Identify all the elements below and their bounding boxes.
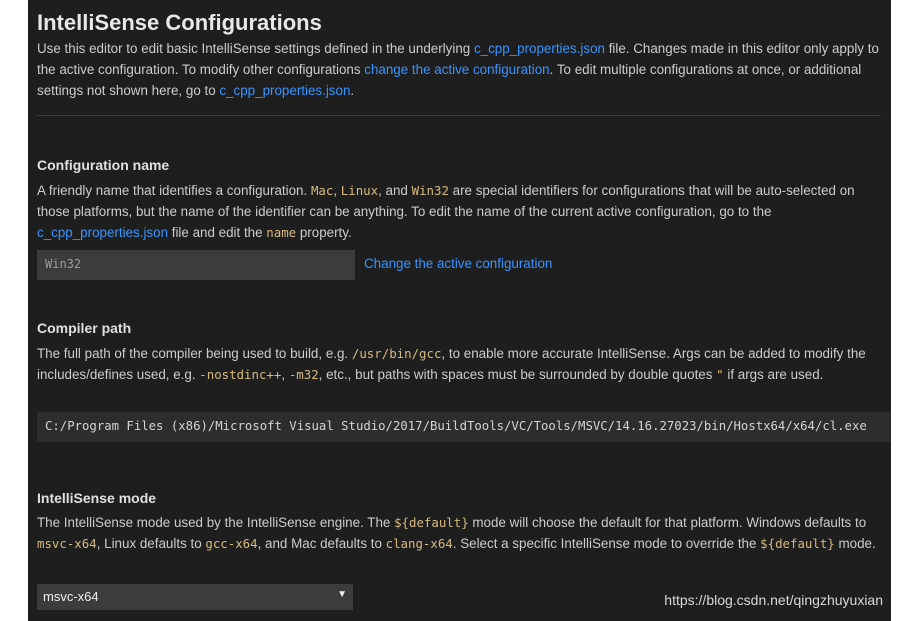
properties-json-link-3[interactable]: c_cpp_properties.json [37,225,169,240]
change-active-configuration-link[interactable]: change the active configuration [364,62,550,77]
desc-text: The IntelliSense mode used by the IntelliSense engine. The [37,515,395,530]
code-msvc-x64: msvc-x64 [37,536,97,551]
watermark: https://blog.csdn.net/qingzhuyuxian [664,592,883,608]
code-nostdinc: -nostdinc++ [199,367,282,382]
compiler-path-heading: Compiler path [37,320,132,336]
intellisense-mode-heading: IntelliSense mode [37,490,157,506]
desc-text: file and edit the [168,225,267,240]
intro-description [37,38,885,101]
desc-text: , and [378,183,412,198]
configuration-name-input[interactable]: Win32 [37,250,355,280]
section-divider [37,115,881,116]
code-m32: -m32 [288,367,319,382]
desc-text: mode will choose the default for that platform. Windows defaults to [468,515,867,530]
desc-text: mode. [834,536,876,551]
desc-text: if args are used. [723,367,824,382]
desc-text: , [281,367,289,382]
code-win32: Win32 [411,183,449,198]
compiler-path-input[interactable]: C:/Program Files (x86)/Microsoft Visual Studio/2017/BuildTools/VC/Tools/MSVC/14.16.27023/bin/Hostx64/x64/cl.exe [37,412,891,442]
desc-text: . Select a specific IntelliSense mode to override the [452,536,761,551]
page-title: IntelliSense Configurations [37,10,322,35]
intro-text-2: file. Changes made in this editor only apply to the active configuration. To modify other configurations [37,41,879,77]
configuration-name-heading: Configuration name [37,157,170,173]
desc-text: , to enable more accurate IntelliSense. Args can be added to modify the includes/defines used, e.g. [37,346,866,382]
chevron-down-icon: ▼ [337,589,347,600]
code-name: name [266,225,297,240]
compiler-path-description [37,343,885,385]
desc-text: property. [296,225,352,240]
intellisense-mode-description [37,512,885,554]
desc-text: A friendly name that identifies a configuration. [37,183,311,198]
code-linux: Linux [340,183,379,198]
desc-text: are special identifiers for configurations that will be auto-selected on those platforms, but the name of the identifier can be anything. To edit the name of the current active configuration, go to the [37,183,855,219]
desc-text: , [333,183,341,198]
settings-editor-panel [28,0,891,621]
intro-text-1: Use this editor to edit basic IntelliSense settings defined in the underlying [37,41,474,56]
code-gcc-x64: gcc-x64 [205,536,258,551]
properties-json-link[interactable]: c_cpp_properties.json [473,41,605,56]
desc-text: , etc., but paths with spaces must be surrounded by double quotes [318,367,717,382]
intellisense-mode-select[interactable] [37,584,353,610]
intro-text-3: . To edit multiple configurations at once, or additional settings not shown here, go to [37,62,862,98]
code-double-quote: " [716,367,724,382]
change-active-configuration-button[interactable]: Change the active configuration [364,256,553,271]
desc-text: The full path of the compiler being used to build, e.g. [37,346,352,361]
code-mac: Mac [310,183,334,198]
configuration-name-description [37,180,885,243]
desc-text: , Linux defaults to [96,536,206,551]
selected-mode-value: msvc-x64 [43,589,99,604]
desc-text: , and Mac defaults to [257,536,386,551]
properties-json-link-2[interactable]: c_cpp_properties.json [219,83,351,98]
code-default: ${default} [394,515,469,530]
code-clang-x64: clang-x64 [385,536,453,551]
intro-text-4: . [350,83,355,98]
code-usr-bin-gcc: /usr/bin/gcc [351,346,442,361]
code-default-2: ${default} [760,536,835,551]
